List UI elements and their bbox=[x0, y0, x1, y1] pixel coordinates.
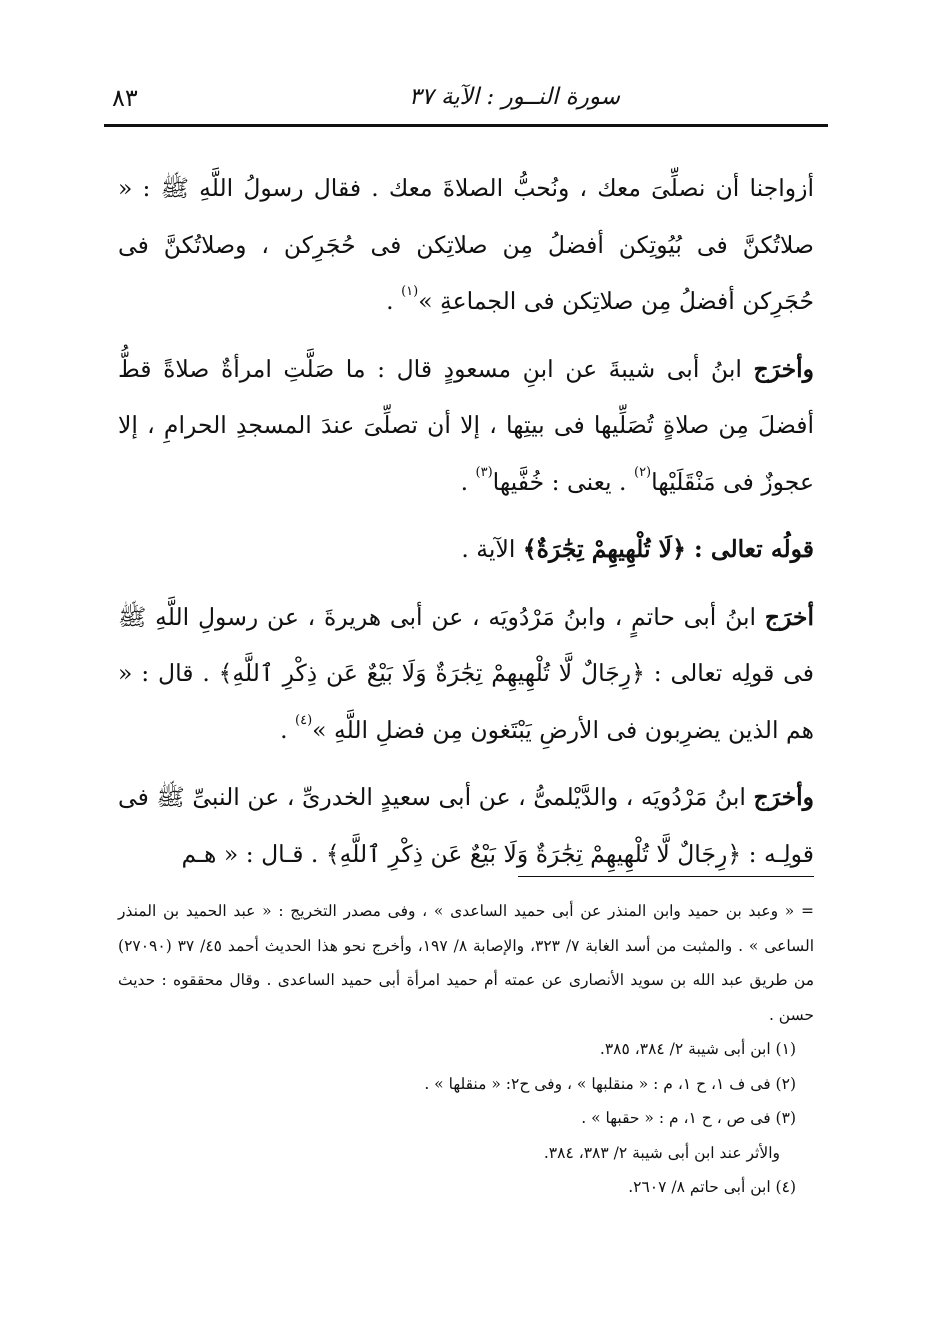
paragraph-2-end: . bbox=[460, 467, 476, 496]
paragraph-1-end: . bbox=[386, 287, 402, 315]
paragraph-5 bbox=[118, 769, 814, 882]
footnote-2: (٢) فى ف ١، ح ١، م : « منقلبها » ، وفى ح٢: « منقلها » . bbox=[424, 1074, 796, 1093]
paragraph-4-lead: أخرَج bbox=[764, 602, 814, 631]
paragraph-1-line-1: أزواجنا أن نصلِّىَ معك ، ونُحبُّ الصلاةَ معك . فقال رسولُ اللَّهِ ﷺ : bbox=[142, 174, 814, 202]
paragraph-1-line-3: حُجَرِكن أفضلُ مِن صلاتِكن فى الجماعةِ » bbox=[418, 287, 814, 315]
footnote-3-note: والأثر عند ابن أبى شيبة ٢/ ٣٨٣، ٣٨٤. bbox=[543, 1143, 780, 1162]
footnote-4: (٤) ابن أبى حاتم ٨/ ٢٦٠٧. bbox=[628, 1178, 796, 1196]
footnote-continuation: = « وعبد بن حميد وابن المنذر عن أبى حميد الساعدى » ، وفى مصدر التخريج : « عبد الحميد بن المنذر الساعى » . والمثبت من أسد الغابة ٧/ ٣٢٣، والإصابة ٨/ ١٩٧، وأخرج نحو هذا الحديث أحمد ٤٥/ ٣٧ (٢٧٠٩٠) من طريق عبد الله بن سويد الأنصارى عن عمته أم حميد امرأة أبى حميد الساعدى . وقال محققوه : حديث حسن . bbox=[118, 902, 814, 1024]
verse-heading: قولُه تعالى : ﴿لَا تُلْهِيهِمْ تِجَٰرَةٌ﴾ bbox=[522, 535, 814, 563]
paragraph-2 bbox=[118, 341, 814, 511]
paragraph-4 bbox=[118, 589, 814, 759]
header-rule bbox=[104, 124, 828, 127]
page-number: ٨٣ bbox=[112, 84, 138, 112]
footnote-ref-2: (٢) bbox=[633, 464, 652, 480]
verse-heading-rest: الآية . bbox=[461, 535, 523, 563]
paragraph-5-text: ابنُ مَرْدُويَه ، والدَّيْلمىُّ ، عن أبى سعيدٍ الخدرىِّ ، عن النبىِّ ﷺ فى قولِـه : ﴿رِجَالٌ لَّا تُلْهِيهِمْ تِجَٰرَةٌ وَلَا بَيْعٌ عَن ذِكْرِ ٱللَّهِ﴾ . قـال : « هـم bbox=[118, 783, 814, 868]
paragraph-2-text: ابنُ أبى شيبةَ عن ابنِ مسعودٍ قال : ما صَلَّتِ امرأةٌ صلاةً قطُّ أفضلَ مِن صلاةٍ تُصَلِّيها فى بيتِها ، إلا أن تصلِّىَ عندَ المسجدِ الحرامِ ، إلا عجوزٌ فى مَنْقَلَيْها bbox=[118, 354, 814, 496]
paragraph-1-line-2: « صلاتُكنَّ فى بُيُوتِكن أفضلُ مِن صلاتِكن فى حُجَرِكن ، وصلاتُكنَّ فى bbox=[118, 174, 814, 259]
footnote-ref-4: (٤) bbox=[295, 712, 313, 728]
paragraph-2-lead: وأخرَج bbox=[753, 354, 814, 383]
footnotes bbox=[118, 894, 814, 1205]
paragraph-5-lead: وأخرَج bbox=[753, 783, 814, 811]
paragraph-3 bbox=[118, 521, 814, 578]
page-header bbox=[108, 78, 824, 122]
footnote-ref-1: (١) bbox=[401, 284, 419, 299]
paragraph-1 bbox=[118, 160, 814, 330]
footnote-separator bbox=[518, 876, 814, 877]
footnote-ref-3: (٣) bbox=[475, 464, 493, 480]
footnote-3: (٣) فى ص ، ح ١، م : « حقبها » . bbox=[581, 1109, 796, 1127]
paragraph-4-end: . bbox=[280, 715, 296, 744]
paragraph-2-text-2: . يعنى : خُفَّيها bbox=[492, 467, 634, 496]
footnote-1: (١) ابن أبى شيبة ٢/ ٣٨٤، ٣٨٥. bbox=[599, 1040, 796, 1058]
main-text bbox=[118, 160, 814, 893]
paragraph-4-text: ابنُ أبى حاتمٍ ، وابنُ مَرْدُويَه ، عن أبى هريرةَ ، عن رسولِ اللَّهِ ﷺ فى قولِه تعالى : ﴿رِجَالٌ لَّا تُلْهِيهِمْ تِجَٰرَةٌ وَلَا بَيْعٌ عَن ذِكْرِ ٱللَّهِ﴾ . قال : « هم الذين يضرِبون فى الأرضِ يَبْتَغون مِن فضلِ اللَّهِ » bbox=[118, 602, 814, 744]
running-title: سورة النــور : الآية ٣٧ bbox=[408, 84, 620, 110]
